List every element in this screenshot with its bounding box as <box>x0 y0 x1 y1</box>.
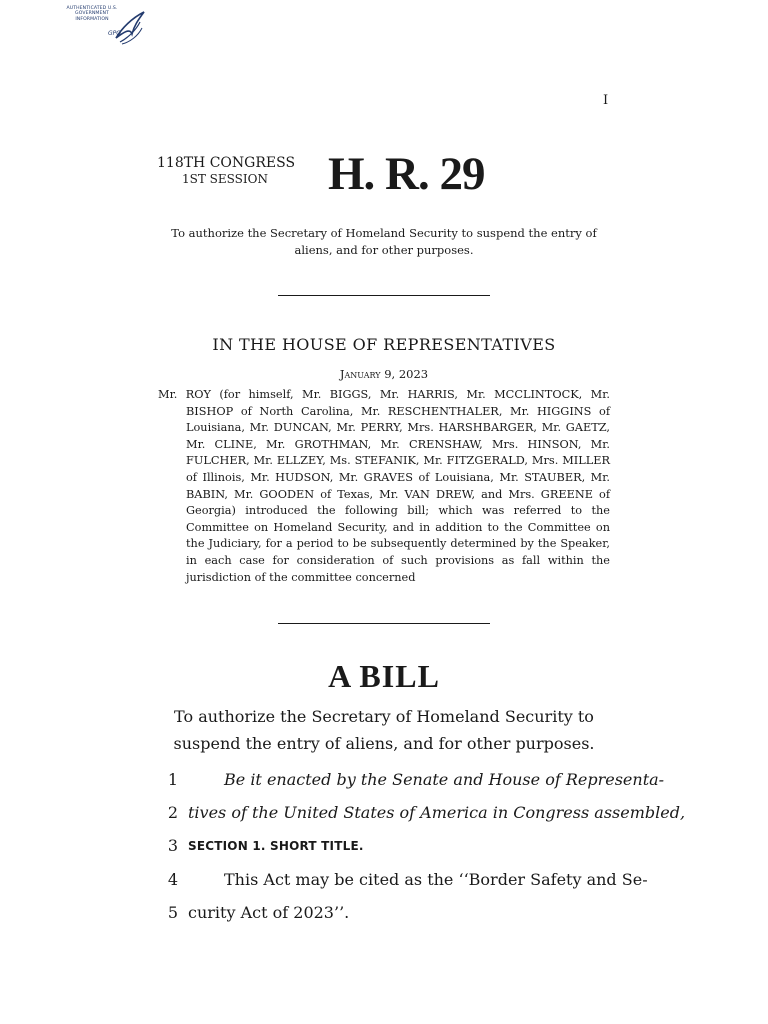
bill-line <box>160 801 686 825</box>
bill-line <box>160 768 665 792</box>
logo-gpo-mark: GPO <box>108 30 121 37</box>
purpose-summary: To authorize the Secretary of Homeland Security to suspend the entry of aliens, and for other purposes. <box>171 226 597 257</box>
logo-text: AUTHENTICATED U.S. GOVERNMENT INFORMATION <box>66 6 118 22</box>
line-number: 3 <box>167 836 178 855</box>
line-number: 5 <box>167 903 178 922</box>
line-text: curity Act of 2023’’. <box>188 903 350 922</box>
bill-line <box>160 834 612 858</box>
line-number: 1 <box>167 770 178 789</box>
bill-line <box>160 868 648 892</box>
bill-line <box>160 901 612 925</box>
introduction-date: January 9, 2023 <box>339 367 429 381</box>
section-heading: SECTION 1. SHORT TITLE. <box>188 839 364 853</box>
divider-rule-bottom <box>278 623 490 624</box>
sponsors-paragraph: Mr. ROY (for himself, Mr. BIGGS, Mr. HARRIS, Mr. MCCLINTOCK, Mr. BISHOP of North Carolina, Mr. RESCHENTHALER, Mr. HIGGINS of Louisiana, Mr. DUNCAN, Mr. PERRY, Mrs. HARSHBARGER, Mr. GAETZ, Mr. CLINE, Mr. GROTHMAN, Mr. CRENSHAW, Mrs. HINSON, Mr. FULCHER, Mr. ELLZEY, Ms. STEFANIK, Mr. FITZGERALD, Mrs. MILLER of Illinois, Mr. HUDSON, Mr. GRAVES of Louisiana, Mr. STAUBER, Mr. BABIN, Mr. GOODEN of Texas, Mr. VAN DREW, and Mrs. GREENE of Georgia) introduced the following bill; which was referred to the Committee on Homeland Security, and in addition to the Committee on the Judiciary, for a period to be subsequently determined by the Speaker, in each case for consideration of such provisions as fall within the jurisdiction of the committee concerned <box>158 388 610 584</box>
line-text: tives of the United States of America in Congress assembled, <box>188 803 686 822</box>
session-label: 1ST SESSION <box>182 172 268 186</box>
line-text: This Act may be cited as the ‘‘Border Safety and Se- <box>224 870 648 889</box>
line-number: 4 <box>167 870 178 889</box>
line-text: Be it enacted by the Senate and House of Representa- <box>224 770 665 789</box>
page-mark: I <box>603 93 609 108</box>
gpo-authentication-logo <box>62 6 148 46</box>
chamber-heading: IN THE HOUSE OF REPRESENTATIVES <box>212 335 556 354</box>
divider-rule-top <box>278 295 490 296</box>
eagle-icon <box>112 8 148 46</box>
bill-heading: A BILL <box>328 658 440 694</box>
long-title: To authorize the Secretary of Homeland Security to suspend the entry of aliens, and for other purposes. <box>173 707 595 753</box>
bill-number: H. R. 29 <box>328 148 485 200</box>
line-number: 2 <box>167 803 178 822</box>
congress-session-block <box>157 155 295 187</box>
congress-label: 118TH CONGRESS <box>157 155 296 171</box>
